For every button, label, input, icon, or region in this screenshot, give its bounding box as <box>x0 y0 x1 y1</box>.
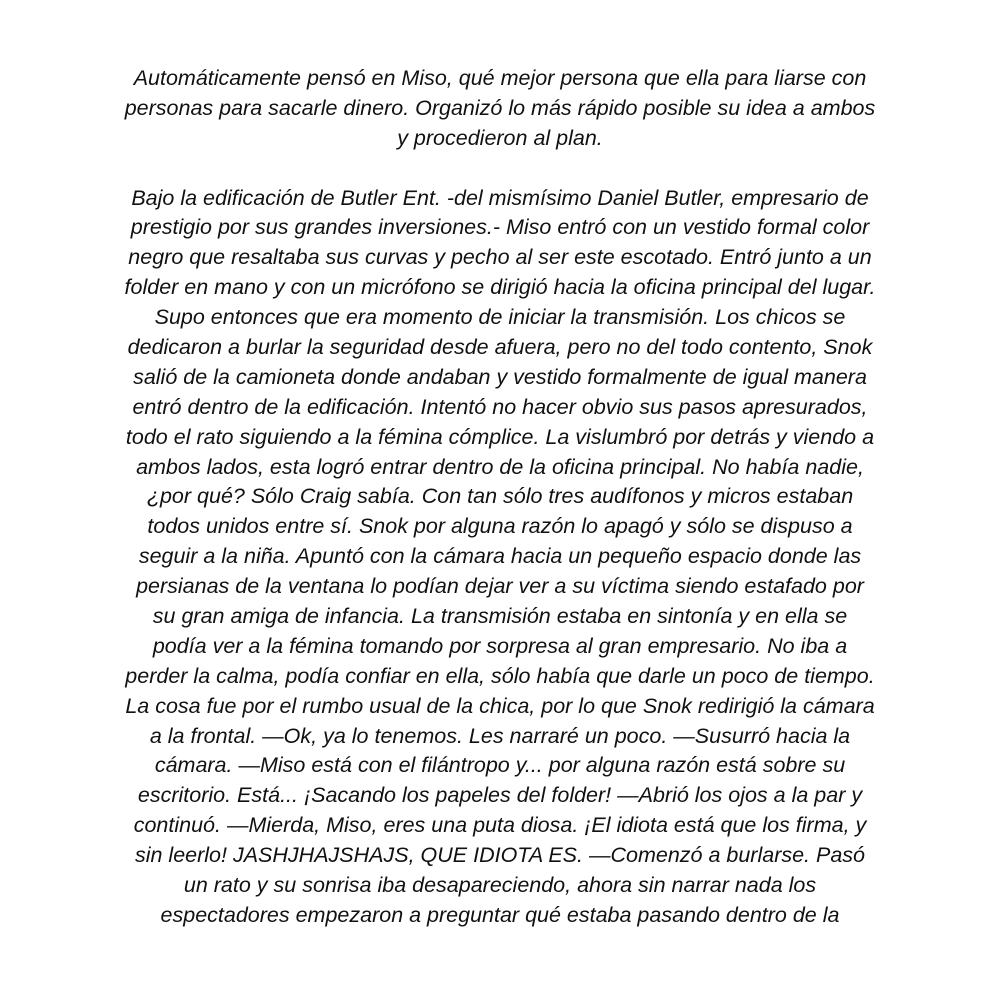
text-line: su gran amiga de infancia. La transmisión estaba en sintonía y en ella se <box>152 604 848 629</box>
text-line: Supo entonces que era momento de iniciar la transmisión. Los chicos se <box>154 305 846 330</box>
text-line: un rato y su sonrisa iba desapareciendo, ahora sin narrar nada los <box>183 873 817 898</box>
text-line: todos unidos entre sí. Snok por alguna razón lo apagó y sólo se dispuso a <box>147 514 853 539</box>
text-line: cámara. —Miso está con el filántropo y... por alguna razón está sobre su <box>154 753 846 778</box>
text-line: ¿por qué? Sólo Craig sabía. Con tan sólo tres audífonos y micros estaban <box>146 484 854 509</box>
text-line: perder la calma, podía confiar en ella, sólo había que darle un poco de tiempo. <box>125 663 875 688</box>
paragraph-2 <box>30 184 970 931</box>
text-line: entró dentro de la edificación. Intentó no hacer obvio sus pasos apresurados, <box>132 394 868 419</box>
text-line: ambos lados, esta logró entrar dentro de la oficina principal. No había nadie, <box>136 454 864 479</box>
text-line: escritorio. Está... ¡Sacando los papeles del folder! —Abrió los ojos a la par y <box>137 783 863 808</box>
text-line: Automáticamente pensó en Miso, qué mejor persona que ella para liarse con <box>133 66 867 90</box>
document-text <box>30 64 970 931</box>
text-line: dedicaron a burlar la seguridad desde afuera, pero no del todo contento, Snok <box>127 335 873 360</box>
text-line: continuó. —Mierda, Miso, eres una puta diosa. ¡El idiota está que los firma, y <box>133 813 867 838</box>
text-line: podía ver a la fémina tomando por sorpresa al gran empresario. No iba a <box>152 633 848 658</box>
text-line: negro que resaltaba sus curvas y pecho al ser este escotado. Entró junto a un <box>128 245 872 270</box>
text-line: seguir a la niña. Apuntó con la cámara hacia un pequeño espacio donde las <box>138 544 862 569</box>
text-line: La cosa fue por el rumbo usual de la chica, por lo que Snok redirigió la cámara <box>125 693 875 718</box>
text-line: todo el rato siguiendo a la fémina cómplice. La vislumbró por detrás y viendo a <box>125 424 875 449</box>
text-line: persianas de la ventana lo podían dejar ver a su víctima siendo estafado por <box>136 574 864 599</box>
text-line: salió de la camioneta donde andaban y vestido formalmente de igual manera <box>133 364 867 389</box>
text-line: y procedieron al plan. <box>397 125 603 150</box>
paragraph-break <box>30 154 970 184</box>
paragraph-1 <box>30 64 970 154</box>
text-line: Bajo la edificación de Butler Ent. -del mismísimo Daniel Butler, empresario de <box>131 185 869 210</box>
text-line: prestigio por sus grandes inversiones.- Miso entró con un vestido formal color <box>130 215 870 240</box>
text-line: sin leerlo! JASHJHAJSHAJS, QUE IDIOTA ES. —Comenzó a burlarse. Pasó <box>134 843 866 868</box>
text-line: a la frontal. —Ok, ya lo tenemos. Les narraré un poco. —Susurró hacia la <box>149 723 851 748</box>
text-line: personas para sacarle dinero. Organizó lo más rápido posible su idea a ambos <box>124 95 876 120</box>
text-line: folder en mano y con un micrófono se dirigió hacia la oficina principal del lugar. <box>124 275 876 300</box>
text-line: espectadores empezaron a preguntar qué estaba pasando dentro de la <box>160 902 840 927</box>
